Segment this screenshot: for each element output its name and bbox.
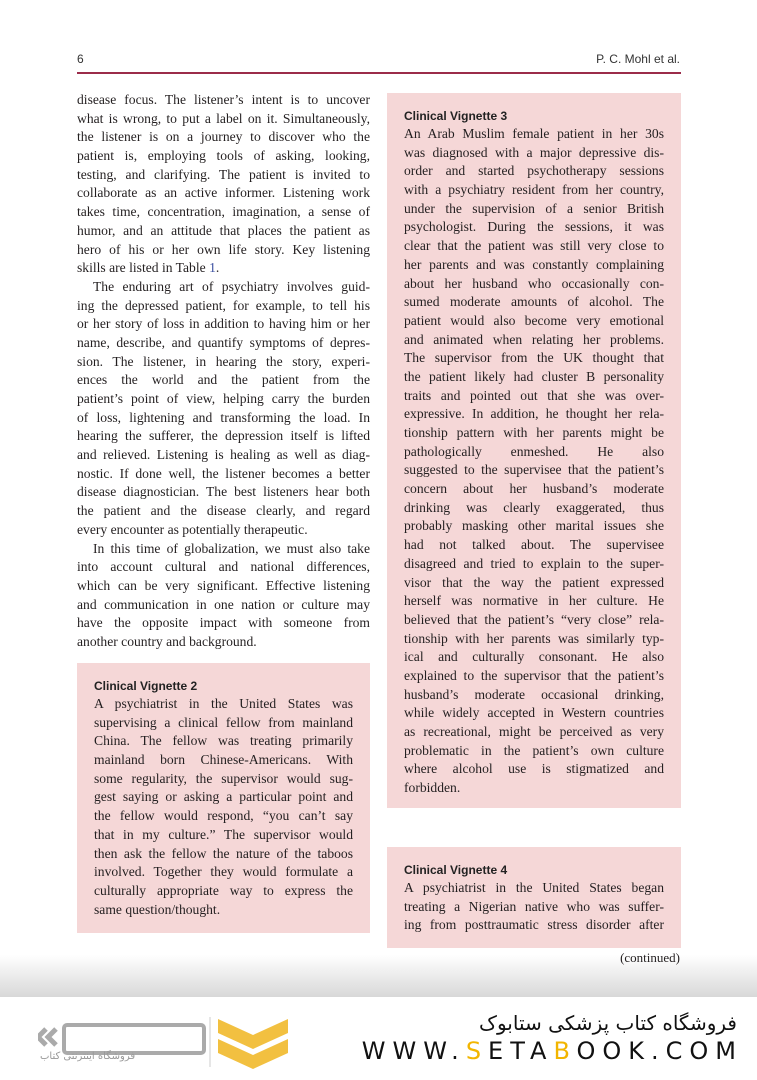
continued-label: (continued) — [620, 950, 680, 965]
text-line: patient would also become very emotional — [404, 312, 664, 328]
text-line: what is wrong, to put a label on it. Simultaneously, — [77, 110, 370, 126]
text-line: sumed moderate amounts of alcohol. The — [404, 294, 664, 310]
text-line: believed that the patient’s “very close” rela- — [404, 611, 664, 627]
text-line: another country and background. — [77, 633, 257, 649]
store-name: فروشگاه کتاب پزشکی ستابوک — [479, 1011, 737, 1035]
clinical-vignette-2 — [77, 663, 370, 933]
text-line: culturally appropriate way to express the — [94, 882, 353, 898]
text-line: China. The fellow was treating primarily — [94, 733, 353, 749]
text-line: supervising a clinical fellow from mainland — [94, 714, 353, 730]
text-line: of loss, lightening and transforming the load. In — [77, 409, 370, 425]
text-line: treating a Nigerian native who was suffer- — [404, 898, 664, 914]
text-line: traits and pointed out that she was over- — [404, 387, 664, 403]
text-line: hero of his or her own life story. Key listening — [77, 241, 370, 257]
text-line: and relieved. Listening is healing as well as diag- — [77, 447, 370, 463]
text-line: the listener is on a journey to discover who the — [77, 129, 370, 145]
text-line: explained to the supervisor that the patient’s — [404, 667, 664, 683]
url-part: S — [465, 1037, 489, 1065]
text-line: gest saying or asking a particular point and — [94, 789, 353, 805]
header-rule — [77, 72, 681, 74]
clinical-vignette-4 — [387, 847, 681, 948]
text-line: order and started psychotherapy sessions — [404, 163, 664, 179]
text-line: disease focus. The listener’s intent is to uncover — [77, 92, 370, 107]
text-line: then ask the fellow the nature of the taboos — [94, 845, 353, 861]
store-url[interactable] — [362, 1037, 743, 1065]
running-head: P. C. Mohl et al. — [596, 52, 680, 66]
text-line: or her story of loss in addition to having him or her — [77, 316, 370, 332]
text-line: tionship with her parents was similarly typ- — [404, 630, 664, 646]
text-line: have the opposite impact with someone from — [77, 615, 370, 631]
text-line: was diagnosed with a major depressive dis- — [404, 144, 664, 160]
text-line: husband’s moderate occasional drinking, — [404, 686, 664, 702]
text-line: clear that the patient was still very close to — [404, 238, 664, 254]
text-line: sion. The listener, in hearing the story, experi- — [77, 353, 370, 369]
page-number: 6 — [77, 52, 84, 66]
text-line: ical and culturally consonant. He also — [404, 649, 664, 665]
text-line: An Arab Muslim female patient in her 30s — [404, 126, 664, 141]
text-line: and animated when relating her problems. — [404, 331, 664, 347]
text-line: had not talked about. The supervisee — [404, 537, 664, 553]
logo-tagline: فروشگاه اینترنتی کتاب — [40, 1051, 136, 1062]
text-line: expressive. In addition, he thought her rela- — [404, 406, 664, 422]
text-line: that in my culture.” The supervisor would — [94, 826, 353, 842]
url-part: B — [553, 1037, 577, 1065]
text-line: disagreed and tried to explain to the super- — [404, 555, 664, 571]
text-span: . — [215, 260, 220, 276]
text-line: the patient likely had cluster B personality — [404, 368, 664, 384]
text-line: A psychiatrist in the United States was — [94, 696, 353, 711]
text-line: hearing the sufferer, the depression itself is lifted — [77, 428, 370, 444]
text-line: same question/thought. — [94, 901, 221, 917]
text-line: pathologically enmeshed. He also — [404, 443, 664, 459]
text-line: involved. Together they would formulate a — [94, 864, 353, 880]
vignette-title: Clinical Vignette 4 — [404, 863, 508, 877]
vignette-title: Clinical Vignette 3 — [404, 109, 508, 123]
text-line: nostic. If done well, the listener becomes a better — [77, 465, 370, 481]
text-line: disease diagnostician. The best listeners hear both — [77, 484, 370, 500]
text-line: while widely accepted in Western countries — [404, 705, 664, 721]
text-line: ing the depressed patient, for example, to tell his — [77, 297, 370, 313]
text-line: psychologist. During the sessions, it was — [404, 219, 664, 235]
text-line: patient’s point of view, helping carry the burden — [77, 391, 370, 406]
url-part: ETA — [488, 1037, 554, 1065]
text-line: drinking was clearly exaggerated, thus — [404, 499, 664, 515]
text-line: some regularity, the supervisor would sug- — [94, 770, 353, 786]
text-line: with a psychiatry resident from her country, — [404, 182, 664, 198]
text-line: forbidden. — [404, 780, 461, 796]
text-line: where alcohol use is stigmatized and — [404, 761, 664, 777]
vignette-title: Clinical Vignette 2 — [94, 679, 198, 693]
text-line: In this time of globalization, we must also take — [93, 540, 370, 556]
text-line: visor that the way the patient expressed — [404, 574, 664, 590]
text-span: skills are listed in Table — [77, 260, 210, 276]
setabook-logo-icon — [38, 1007, 298, 1073]
text-line: ences the world and the patient from the — [77, 372, 370, 388]
text-line: herself was normative in her culture. He — [404, 593, 664, 609]
text-line: her parents and was constantly complaining — [404, 256, 664, 272]
table-1-link[interactable]: 1 — [209, 260, 216, 276]
text-line: which can be very significant. Effective listening — [77, 577, 370, 593]
text-line: The supervisor from the UK thought that — [404, 350, 664, 366]
text-line: suggested to the supervisee that the patient’s — [404, 462, 664, 478]
text-line: name, describe, and quantify symptoms of depres- — [77, 334, 370, 350]
text-line: tionship pattern with her parents might be — [404, 425, 664, 440]
text-line: takes time, concentration, imagination, a sense of — [77, 204, 370, 220]
text-line: testing, and clarifying. The patient is invited to — [77, 166, 370, 182]
text-line: every encounter as potentially therapeutic. — [77, 521, 308, 537]
text-line: into account cultural and national differences, — [77, 559, 370, 575]
text-line: patient is, employing tools of asking, looking, — [77, 148, 370, 164]
text-line: A psychiatrist in the United States began — [404, 880, 664, 895]
store-footer — [0, 997, 757, 1080]
left-column — [77, 91, 370, 652]
text-line: humor, and an attitude that places the patient as — [77, 222, 370, 238]
text-line — [77, 259, 370, 278]
text-line: concern about her husband’s moderate — [404, 481, 664, 497]
text-line: and communication in one nation or culture may — [77, 596, 370, 612]
url-part: WWW. — [361, 1037, 466, 1065]
text-line: ing from posttraumatic stress disorder after — [404, 917, 664, 933]
text-line: collaborate as an active informer. Listening work — [77, 185, 370, 201]
text-line: problematic in the patient’s own culture — [404, 742, 664, 758]
text-line: under the supervision of a senior British — [404, 200, 664, 216]
text-line: as recreational, might be perceived as very — [404, 724, 664, 739]
text-line: mainland born Chinese-Americans. With — [94, 752, 353, 768]
text-line: probably masking other marital issues she — [404, 518, 664, 534]
text-line: The enduring art of psychiatry involves guid- — [93, 278, 370, 294]
url-part: OOK.COM — [576, 1037, 743, 1065]
text-line: the patient and the disease clearly, and regard — [77, 503, 370, 519]
clinical-vignette-3 — [387, 93, 681, 808]
text-line: the fellow would respond, “you can’t say — [94, 808, 353, 824]
text-line: about her husband who occasionally con- — [404, 275, 664, 291]
